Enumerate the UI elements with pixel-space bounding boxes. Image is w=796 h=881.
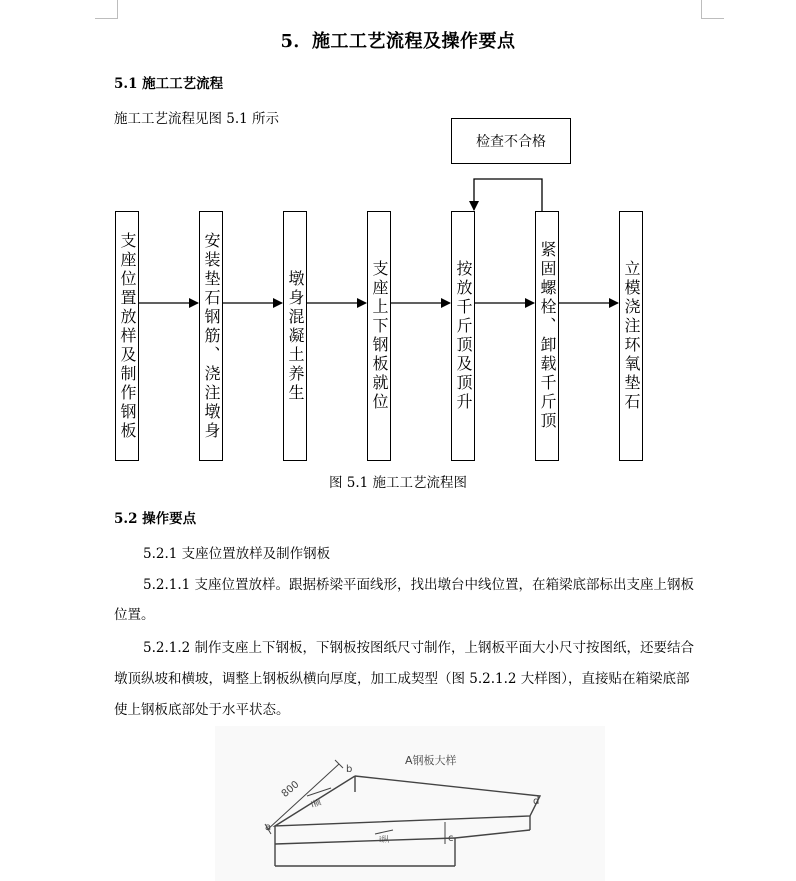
- heading-5-2: 5.2 操作要点: [114, 511, 197, 527]
- heading-5-1: 5.1 施工工艺流程: [114, 76, 224, 92]
- flow-step-5: [451, 211, 475, 461]
- flow-intro-text: 施工工艺流程见图 5.1 所示: [114, 111, 280, 127]
- flow-step-6: [535, 211, 559, 461]
- flow-step-7-label: 立模浇注环氧垫石: [622, 260, 641, 412]
- slope-transverse-label: i横: [309, 797, 323, 810]
- slope-longitudinal-label: i纵: [379, 835, 390, 844]
- steel-plate-drawing: [215, 726, 605, 881]
- corner-c-label: c: [448, 833, 454, 844]
- flow-step-6-label: 紧固螺栓、卸载千斤顶: [538, 241, 557, 431]
- subheading-5-2-1: 5.2.1 支座位置放样及制作钢板: [143, 546, 331, 562]
- flow-step-7: [619, 211, 643, 461]
- flow-step-4: [367, 211, 391, 461]
- flow-step-1: [115, 211, 139, 461]
- flow-step-5-label: 按放千斤顶及顶升: [454, 260, 473, 412]
- corner-a-label: a: [265, 822, 272, 833]
- flow-step-1-label: 支座位置放样及制作钢板: [118, 231, 137, 441]
- flow-check-label: 检查不合格: [476, 134, 546, 150]
- figure-5-1-caption: 图 5.1 施工工艺流程图: [328, 475, 468, 491]
- flow-step-2: [199, 211, 223, 461]
- flow-step-4-label: 支座上下钢板就位: [370, 260, 389, 412]
- para-5-2-1-1-line-1: 5.2.1.1 支座位置放样。跟据桥梁平面线形，找出墩台中线位置，在箱梁底部标出支座上钢板: [143, 577, 695, 593]
- corner-b-label: b: [346, 764, 353, 775]
- flow-step-3: [283, 211, 307, 461]
- steel-plate-detail-figure: [215, 726, 605, 881]
- figure-title: A钢板大样: [405, 754, 457, 767]
- para-5-2-1-2-line-1: 5.2.1.2 制作支座上下钢板，下钢板按图纸尺寸制作，上钢板平面大小尺寸按图纸，还要结合: [143, 640, 695, 656]
- para-5-2-1-2-line-3: 使上钢板底部处于水平状态。: [114, 702, 290, 718]
- corner-d-label: d: [533, 796, 540, 807]
- flow-step-2-label: 安装垫石钢筋、浇注墩身: [202, 231, 221, 441]
- flow-check-failed-box: [451, 118, 571, 164]
- flow-return-arrow: [474, 179, 542, 211]
- para-5-2-1-2-line-2: 墩顶纵坡和横坡，调整上钢板纵横向厚度，加工成契型（图 5.2.1.2 大样图），直接贴在箱梁底部: [114, 671, 690, 687]
- section-title: 5．施工工艺流程及操作要点: [280, 31, 516, 52]
- flow-step-3-label: 墩身混凝土养生: [286, 269, 305, 403]
- para-5-2-1-1-line-2: 位置。: [114, 607, 155, 623]
- dimension-800: 800: [279, 779, 302, 800]
